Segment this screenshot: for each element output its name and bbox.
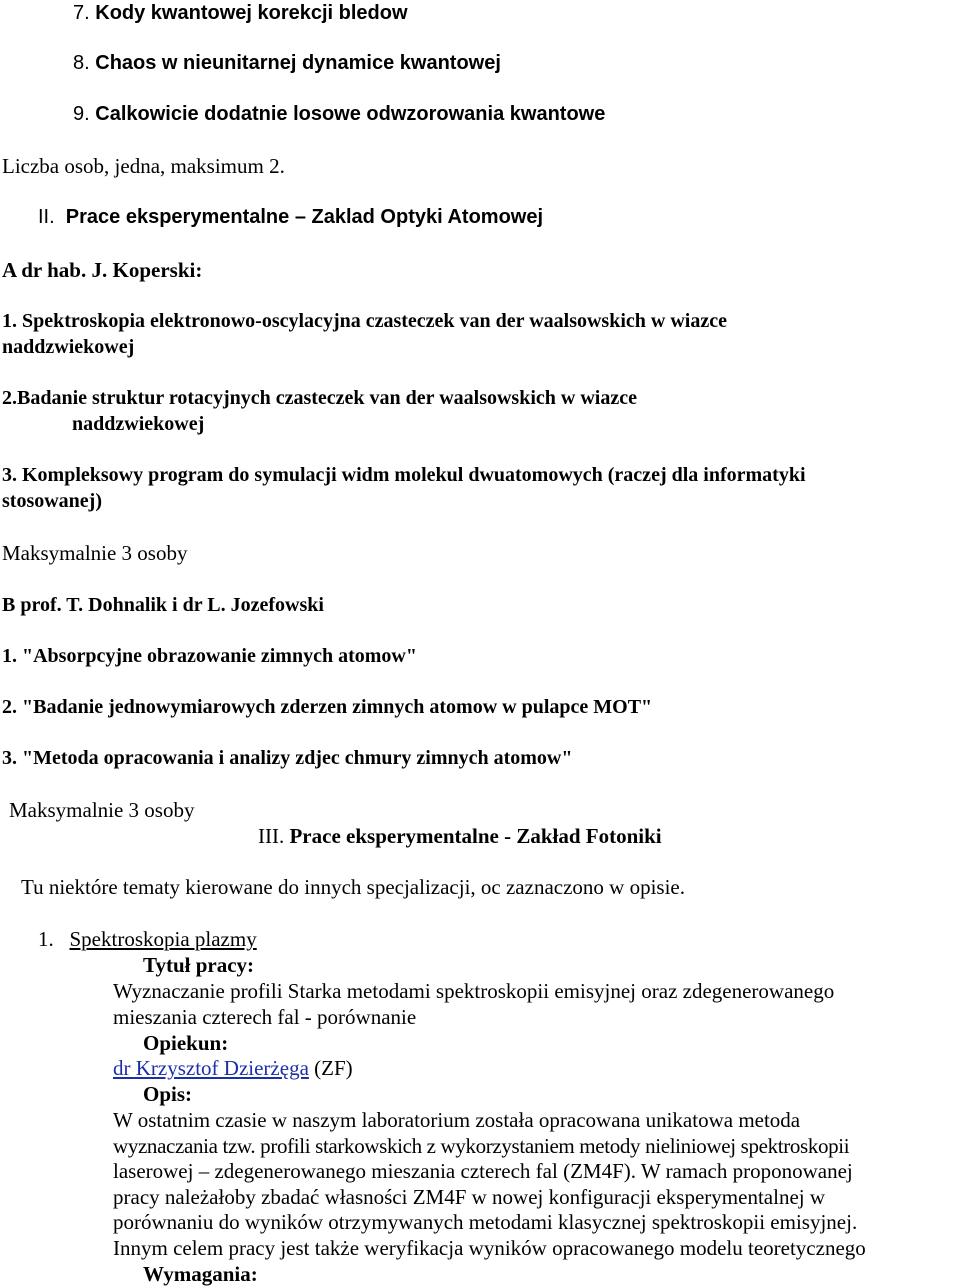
description-line: Innym celem pracy jest także weryfikacja wyników opracowanego modelu teoretycznego bbox=[113, 1236, 866, 1260]
description-line: W ostatnim czasie w naszym laboratorium została opracowana unikatowa metoda bbox=[113, 1108, 801, 1132]
list-item: 8. Chaos w nieunitarnej dynamice kwantowej bbox=[73, 52, 501, 74]
group-b-heading: B prof. T. Dohnalik i dr L. Jozefowski bbox=[2, 594, 324, 616]
title-label: Tytuł pracy: bbox=[143, 953, 255, 977]
topic-name: Spektroskopia plazmy bbox=[69, 927, 257, 951]
section-heading-iii: III. Prace eksperymentalne - Zakład Fotoniki bbox=[258, 824, 662, 848]
requirements-label: Wymagania: bbox=[143, 1262, 258, 1286]
supervisor-link[interactable]: dr Krzysztof Dzierżęga bbox=[113, 1056, 309, 1080]
supervisor-line: dr Krzysztof Dzierżęga (ZF) bbox=[113, 1056, 353, 1080]
group-a-heading: A dr hab. J. Koperski: bbox=[2, 258, 203, 282]
title-line: Wyznaczanie profili Starka metodami spektroskopii emisyjnej oraz zdegenerowanego bbox=[113, 979, 835, 1003]
persons-note: Liczba osob, jedna, maksimum 2. bbox=[2, 154, 285, 178]
list-item: 7. Kody kwantowej korekcji bledow bbox=[73, 2, 408, 24]
topic-a3-line2: stosowanej) bbox=[2, 490, 102, 512]
supervisor-label: Opiekun: bbox=[143, 1031, 229, 1055]
list-item: 9. Calkowicie dodatnie losowe odwzorowania kwantowe bbox=[73, 103, 606, 125]
section-heading-ii: II. Prace eksperymentalne – Zaklad Optyki Atomowej bbox=[38, 206, 544, 228]
topic-a3-line1: 3. Kompleksowy program do symulacji widm molekul dwuatomowych (raczej dla informatyki bbox=[2, 464, 806, 486]
topic-a2-line1: 2.Badanie struktur rotacyjnych czasteczek van der waalsowskich w wiazce bbox=[2, 387, 637, 409]
topic-a1-line2: naddzwiekowej bbox=[2, 336, 135, 358]
topic-c1: 1. Spektroskopia plazmy bbox=[38, 927, 257, 951]
topic-b1: 1. "Absorpcyjne obrazowanie zimnych atomow" bbox=[2, 645, 417, 667]
description-line: porównaniu do wyników otrzymywanych metodami klasycznej spektroskopii emisyjnej. bbox=[113, 1210, 858, 1234]
topic-b3: 3. "Metoda opracowania i analizy zdjec chmury zimnych atomow" bbox=[2, 747, 573, 769]
group-b-max-note: Maksymalnie 3 osoby bbox=[9, 798, 195, 822]
topic-b2: 2. "Badanie jednowymiarowych zderzen zimnych atomow w pulapce MOT" bbox=[2, 696, 653, 718]
group-a-max-note: Maksymalnie 3 osoby bbox=[2, 541, 188, 565]
description-line: wyznaczania tzw. profili starkowskich z wykorzystaniem metody nieliniowej spektroskopii bbox=[113, 1134, 850, 1158]
topic-a2-line2: naddzwiekowej bbox=[72, 413, 205, 435]
description-label: Opis: bbox=[143, 1082, 193, 1106]
title-line: mieszania czterech fal - porównanie bbox=[113, 1005, 417, 1029]
description-line: laserowej – zdegenerowanego mieszania czterech fal (ZM4F). W ramach proponowanej bbox=[113, 1159, 853, 1183]
topic-a1-line1: 1. Spektroskopia elektronowo-oscylacyjna czasteczek van der waalsowskich w wiazce bbox=[2, 310, 727, 332]
description-line: pracy należałoby zbadać własności ZM4F w nowej konfiguracji eksperymentalnej w bbox=[113, 1185, 826, 1209]
section-iii-intro: Tu niektóre tematy kierowane do innych specjalizacji, oc zaznaczono w opisie. bbox=[21, 875, 685, 899]
